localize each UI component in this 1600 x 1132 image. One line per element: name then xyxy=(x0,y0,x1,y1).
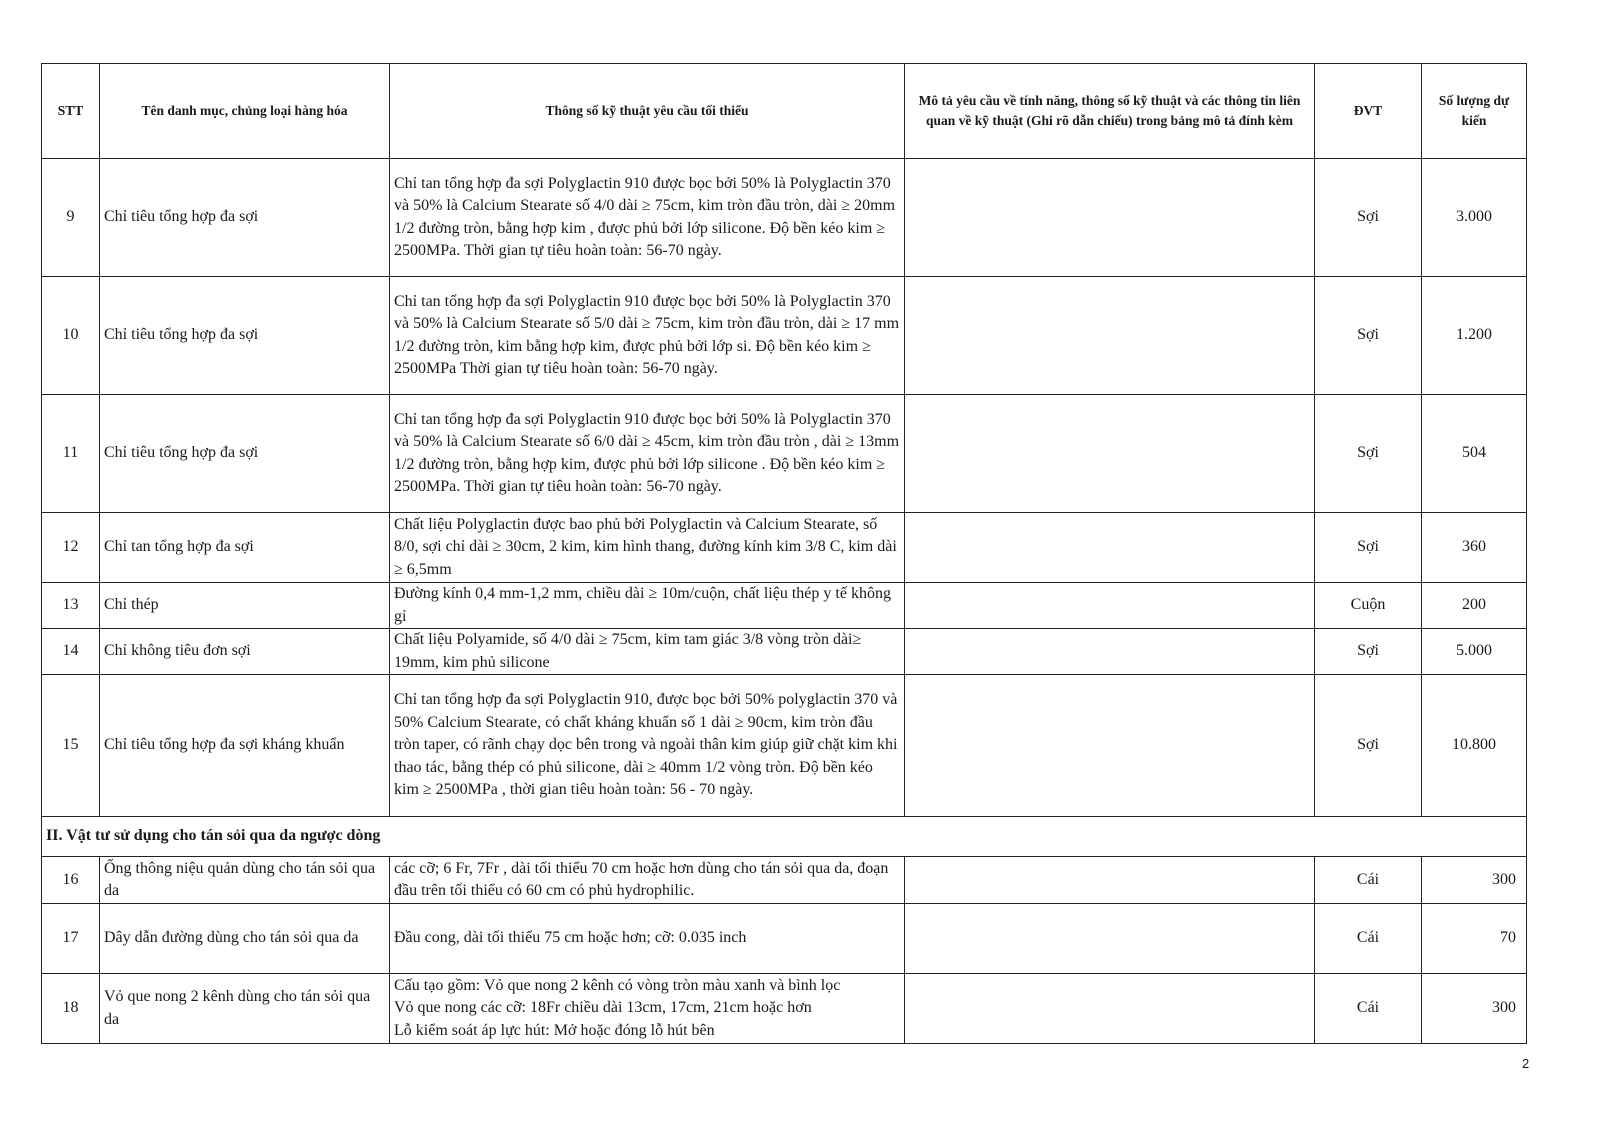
cell-spec: Đầu cong, dài tối thiểu 75 cm hoặc hơn; cỡ: 0.035 inch xyxy=(390,904,905,974)
cell-desc[interactable] xyxy=(905,513,1315,583)
cell-qty: 10.800 xyxy=(1422,675,1527,817)
cell-desc[interactable] xyxy=(905,159,1315,277)
cell-unit: Sợi xyxy=(1315,513,1422,583)
cell-unit: Sợi xyxy=(1315,395,1422,513)
cell-unit: Cái xyxy=(1315,857,1422,904)
cell-name: Chỉ không tiêu đơn sợi xyxy=(100,629,390,675)
page-number: 2 xyxy=(1522,1056,1530,1071)
table-row xyxy=(42,277,1527,395)
cell-qty: 360 xyxy=(1422,513,1527,583)
cell-name: Dây dẫn đường dùng cho tán sỏi qua da xyxy=(100,904,390,974)
cell-name: Ống thông niệu quản dùng cho tán sỏi qua da xyxy=(100,857,390,904)
cell-spec: Chỉ tan tổng hợp đa sợi Polyglactin 910 được bọc bởi 50% là Polyglactin 370 và 50% là Calcium Stearate số 6/0 dài ≥ 45cm, kim tròn đầu tròn , dài ≥ 13mm 1/2 đường tròn, bằng hợp kim, được phủ bởi lớp silicone . Độ bền kéo kim ≥ 2500MPa. Thời gian tự tiêu hoàn toàn: 56-70 ngày. xyxy=(390,395,905,513)
cell-stt: 15 xyxy=(42,675,100,817)
section-title: II. Vật tư sử dụng cho tán sỏi qua da ngược dòng xyxy=(42,817,1527,857)
cell-name: Vỏ que nong 2 kênh dùng cho tán sỏi qua da xyxy=(100,974,390,1044)
cell-unit: Cái xyxy=(1315,974,1422,1044)
cell-unit: Sợi xyxy=(1315,675,1422,817)
cell-spec: Chất liệu Polyamide, số 4/0 dài ≥ 75cm, kim tam giác 3/8 vòng tròn dài≥ 19mm, kim phủ silicone xyxy=(390,629,905,675)
table-row xyxy=(42,583,1527,629)
header-stt: STT xyxy=(42,64,100,159)
cell-stt: 14 xyxy=(42,629,100,675)
specification-table xyxy=(41,63,1527,1044)
cell-qty: 504 xyxy=(1422,395,1527,513)
header-name: Tên danh mục, chủng loại hàng hóa xyxy=(100,64,390,159)
cell-qty: 5.000 xyxy=(1422,629,1527,675)
cell-stt: 17 xyxy=(42,904,100,974)
cell-name: Chỉ tan tổng hợp đa sợi xyxy=(100,513,390,583)
cell-desc[interactable] xyxy=(905,629,1315,675)
cell-stt: 10 xyxy=(42,277,100,395)
header-spec: Thông số kỹ thuật yêu cầu tối thiểu xyxy=(390,64,905,159)
header-desc: Mô tả yêu cầu về tính năng, thông số kỹ thuật và các thông tin liên quan về kỹ thuật (Ghi rõ dẫn chiếu) trong bảng mô tả đính kèm xyxy=(905,64,1315,159)
cell-qty: 300 xyxy=(1422,974,1527,1044)
cell-name: Chỉ thép xyxy=(100,583,390,629)
cell-name: Chỉ tiêu tổng hợp đa sợi kháng khuẩn xyxy=(100,675,390,817)
table-row xyxy=(42,629,1527,675)
cell-desc[interactable] xyxy=(905,395,1315,513)
cell-spec: các cỡ; 6 Fr, 7Fr , dài tối thiểu 70 cm hoặc hơn dùng cho tán sỏi qua da, đoạn đầu trên tối thiểu có 60 cm có phủ hydrophilic. xyxy=(390,857,905,904)
cell-desc[interactable] xyxy=(905,675,1315,817)
table-row xyxy=(42,857,1527,904)
cell-spec: Chỉ tan tổng hợp đa sợi Polyglactin 910, được bọc bởi 50% polyglactin 370 và 50% Calcium Stearate, có chất kháng khuẩn số 1 dài ≥ 90cm, kim tròn đầu tròn taper, có rãnh chạy dọc bên trong và ngoài thân kim giúp giữ chặt kim khi thao tác, bằng thép có phủ silicone, dài ≥ 40mm 1/2 vòng tròn. Độ bền kéo kim ≥ 2500MPa , thời gian tiêu hoàn toàn: 56 - 70 ngày. xyxy=(390,675,905,817)
cell-spec: Chất liệu Polyglactin được bao phủ bởi Polyglactin và Calcium Stearate, số 8/0, sợi chỉ dài ≥ 30cm, 2 kim, kim hình thang, đường kính kim 3/8 C, kim dài ≥ 6,5mm xyxy=(390,513,905,583)
cell-desc[interactable] xyxy=(905,583,1315,629)
cell-qty: 1.200 xyxy=(1422,277,1527,395)
cell-stt: 11 xyxy=(42,395,100,513)
cell-spec: Đường kính 0,4 mm-1,2 mm, chiều dài ≥ 10m/cuộn, chất liệu thép y tế không gỉ xyxy=(390,583,905,629)
table-row xyxy=(42,395,1527,513)
cell-unit: Sợi xyxy=(1315,277,1422,395)
cell-unit: Sợi xyxy=(1315,159,1422,277)
cell-stt: 9 xyxy=(42,159,100,277)
cell-spec: Chỉ tan tổng hợp đa sợi Polyglactin 910 được bọc bởi 50% là Polyglactin 370 và 50% là Calcium Stearate số 5/0 dài ≥ 75cm, kim tròn đầu tròn, dài ≥ 17 mm 1/2 đường tròn, kim bằng hợp kim, được phủ bởi lớp si. Độ bền kéo kim ≥ 2500MPa Thời gian tự tiêu hoàn toàn: 56-70 ngày. xyxy=(390,277,905,395)
header-qty: Số lượng dự kiến xyxy=(1422,64,1527,159)
cell-stt: 16 xyxy=(42,857,100,904)
cell-qty: 200 xyxy=(1422,583,1527,629)
cell-qty: 70 xyxy=(1422,904,1527,974)
table-row xyxy=(42,904,1527,974)
cell-desc[interactable] xyxy=(905,904,1315,974)
header-unit: ĐVT xyxy=(1315,64,1422,159)
section-row xyxy=(42,817,1527,857)
table-row xyxy=(42,974,1527,1044)
table-row xyxy=(42,675,1527,817)
table-header-row xyxy=(42,64,1527,159)
cell-spec: Chỉ tan tổng hợp đa sợi Polyglactin 910 được bọc bởi 50% là Polyglactin 370 và 50% là Calcium Stearate số 4/0 dài ≥ 75cm, kim tròn đầu tròn, dài ≥ 20mm 1/2 đường tròn, bằng hợp kim , được phủ bởi lớp silicone. Độ bền kéo kim ≥ 2500MPa. Thời gian tự tiêu hoàn toàn: 56-70 ngày. xyxy=(390,159,905,277)
cell-unit: Cuộn xyxy=(1315,583,1422,629)
cell-stt: 12 xyxy=(42,513,100,583)
cell-name: Chỉ tiêu tổng hợp đa sợi xyxy=(100,277,390,395)
cell-stt: 18 xyxy=(42,974,100,1044)
cell-spec: Cấu tạo gồm: Vỏ que nong 2 kênh có vòng tròn màu xanh và bình lọc Vỏ que nong các cỡ: 18Fr chiều dài 13cm, 17cm, 21cm hoặc hơn Lỗ kiểm soát áp lực hút: Mở hoặc đóng lỗ hút bên xyxy=(390,974,905,1044)
cell-qty: 3.000 xyxy=(1422,159,1527,277)
cell-unit: Cái xyxy=(1315,904,1422,974)
cell-desc[interactable] xyxy=(905,974,1315,1044)
cell-desc[interactable] xyxy=(905,857,1315,904)
cell-unit: Sợi xyxy=(1315,629,1422,675)
table-row xyxy=(42,513,1527,583)
cell-qty: 300 xyxy=(1422,857,1527,904)
table-row xyxy=(42,159,1527,277)
cell-desc[interactable] xyxy=(905,277,1315,395)
cell-stt: 13 xyxy=(42,583,100,629)
cell-name: Chỉ tiêu tổng hợp đa sợi xyxy=(100,395,390,513)
cell-name: Chỉ tiêu tổng hợp đa sợi xyxy=(100,159,390,277)
